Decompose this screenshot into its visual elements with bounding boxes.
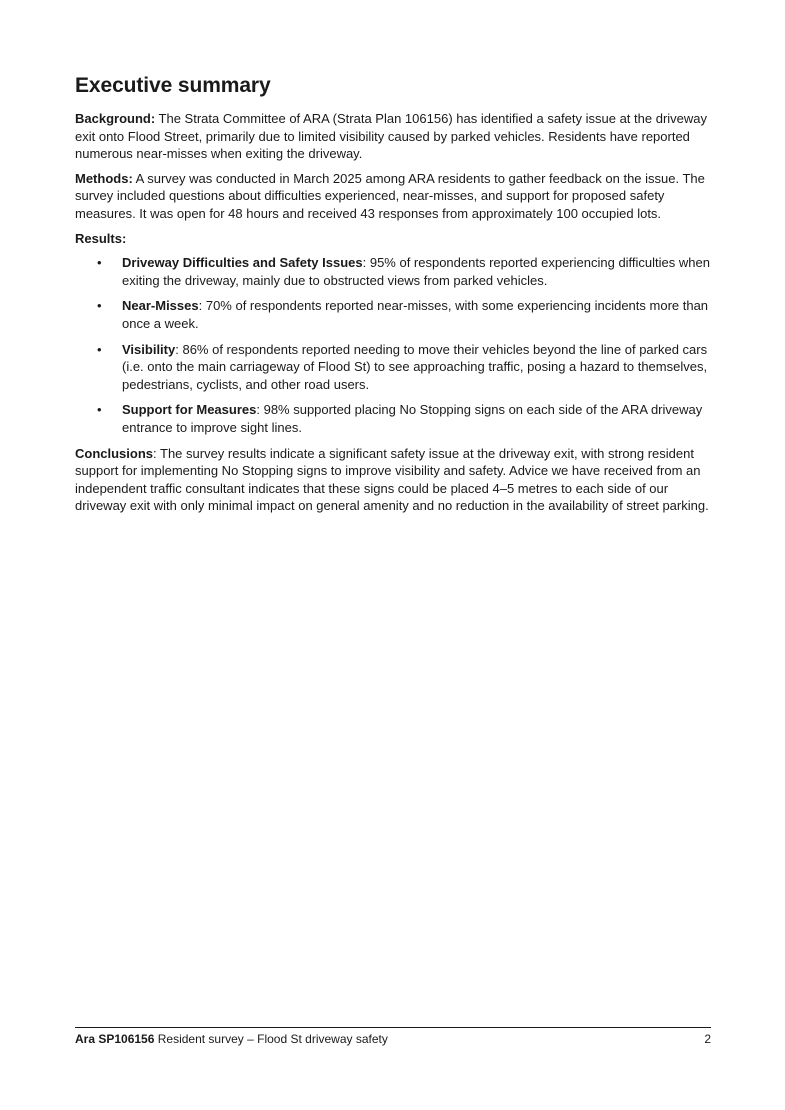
list-item: [75, 401, 711, 436]
background-text: The Strata Committee of ARA (Strata Plan 106156) has identified a safety issue at the driveway exit onto Flood Street, primarily due to limited visibility caused by parked vehicles. Residents have reported numerous near-misses when exiting the driveway.: [75, 111, 708, 162]
result-label: Visibility: [122, 341, 176, 357]
result-text: : 86% of respondents reported needing to move their vehicles beyond the line of parked cars (i.e. onto the main carriageway of Flood St) to see approaching traffic, posing a hazard to themselves, pedestrians, cyclists, and other road users.: [122, 341, 708, 392]
results-label: Results:: [75, 230, 127, 246]
conclusions-text: : The survey results indicate a significant safety issue at the driveway exit, with strong resident support for implementing No Stopping signs to improve visibility and safety. Advice we have received from an independent traffic consultant indicates that these signs could be placed 4–5 metres to each side of our driveway exit with only minimal impact on general amenity and no reduction in the availability of street parking.: [75, 445, 709, 514]
bullet-icon: •: [97, 402, 102, 418]
bullet-icon: •: [97, 255, 102, 271]
conclusions-label: Conclusions: [75, 445, 154, 461]
footer-doc-title: Resident survey – Flood St driveway safety: [154, 1032, 388, 1046]
list-item: [75, 254, 711, 289]
result-text: : 98% supported placing No Stopping signs on each side of the ARA driveway entrance to improve sight lines.: [122, 402, 703, 435]
page-footer: [75, 1027, 711, 1047]
footer-doc-code: Ara SP106156: [75, 1032, 155, 1046]
results-list: [75, 254, 711, 436]
conclusions-paragraph: [75, 445, 711, 515]
bullet-icon: •: [97, 298, 102, 314]
list-item: [75, 297, 711, 332]
methods-label: Methods:: [75, 170, 133, 186]
methods-paragraph: [75, 170, 711, 223]
page-title: Executive summary: [75, 74, 271, 97]
results-heading: [75, 230, 711, 248]
methods-text: A survey was conducted in March 2025 among ARA residents to gather feedback on the issue. The survey included questions about difficulties experienced, near-misses, and support for proposed safety measures. It was open for 48 hours and received 43 responses from approximately 100 occupied lots.: [75, 170, 705, 221]
background-label: Background:: [75, 111, 156, 126]
result-text: : 70% of respondents reported near-misses, with some experiencing incidents more than once a week.: [122, 298, 709, 331]
list-item: [75, 341, 711, 394]
page-number: 2: [704, 1032, 711, 1046]
bullet-icon: •: [97, 341, 102, 357]
background-paragraph: [75, 110, 711, 163]
result-label: Driveway Difficulties and Safety Issues: [122, 255, 363, 271]
document-body: [75, 74, 711, 522]
result-text: : 95% of respondents reported experiencing difficulties when exiting the driveway, mainly due to obstructed views from parked vehicles.: [122, 255, 710, 288]
result-label: Near-Misses: [122, 298, 199, 314]
result-label: Support for Measures: [122, 402, 257, 418]
